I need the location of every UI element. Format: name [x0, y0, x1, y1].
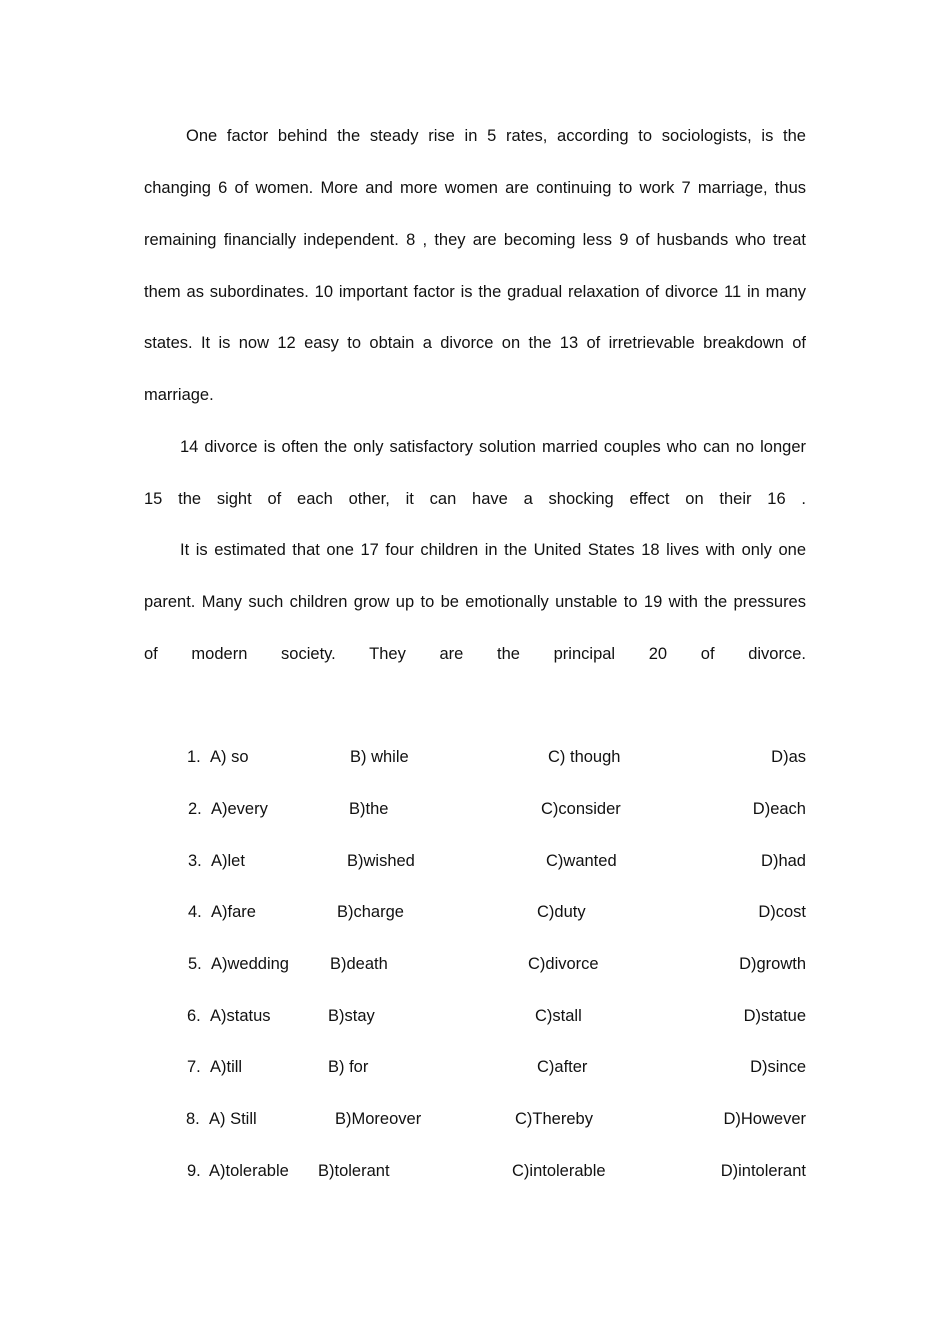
- question-number: 5.: [188, 955, 202, 973]
- option-d[interactable]: D)However: [723, 1110, 806, 1128]
- option-c[interactable]: C)wanted: [546, 852, 617, 870]
- option-a[interactable]: A)tolerable: [209, 1162, 289, 1180]
- passage-line: of modern society. They are the principal 20 of divorce.: [144, 645, 806, 663]
- option-d[interactable]: D)as: [771, 748, 806, 766]
- option-b[interactable]: B) for: [328, 1058, 369, 1076]
- option-d[interactable]: D)intolerant: [720, 1162, 806, 1180]
- question-number: 2.: [188, 800, 202, 818]
- option-a[interactable]: A)till: [210, 1058, 243, 1076]
- option-c[interactable]: C)Thereby: [515, 1110, 593, 1128]
- option-a[interactable]: A)every: [211, 800, 268, 818]
- option-b[interactable]: B)stay: [328, 1007, 375, 1025]
- option-b[interactable]: B) while: [350, 748, 409, 766]
- option-a[interactable]: A)let: [211, 852, 245, 870]
- passage-line: marriage.: [144, 386, 214, 404]
- passage-line: remaining financially independent. 8 , they are becoming less 9 of husbands who treat: [144, 231, 806, 249]
- question-number: 9.: [187, 1162, 201, 1180]
- passage-line: changing 6 of women. More and more women are continuing to work 7 marriage, thus: [144, 179, 806, 197]
- question-number: 7.: [187, 1058, 201, 1076]
- passage-line: 15 the sight of each other, it can have a shocking effect on their 16 .: [144, 490, 806, 508]
- option-c[interactable]: C)intolerable: [512, 1162, 606, 1180]
- option-d[interactable]: D)growth: [739, 955, 806, 973]
- option-d[interactable]: D)cost: [758, 903, 806, 921]
- option-a[interactable]: A)fare: [211, 903, 256, 921]
- option-b[interactable]: B)Moreover: [335, 1110, 422, 1128]
- passage-line: states. It is now 12 easy to obtain a divorce on the 13 of irretrievable breakdown of: [144, 334, 806, 352]
- option-c[interactable]: C)divorce: [528, 955, 599, 973]
- passage-line: them as subordinates. 10 important factor is the gradual relaxation of divorce 11 in many: [144, 283, 806, 301]
- option-c[interactable]: C)duty: [537, 903, 586, 921]
- option-a[interactable]: A)status: [210, 1007, 271, 1025]
- option-d[interactable]: D)statue: [743, 1007, 806, 1025]
- option-d[interactable]: D)each: [752, 800, 806, 818]
- question-number: 3.: [188, 852, 202, 870]
- option-c[interactable]: C)stall: [535, 1007, 582, 1025]
- question-number: 6.: [187, 1007, 201, 1025]
- question-number: 4.: [188, 903, 202, 921]
- option-a[interactable]: A) so: [210, 748, 249, 766]
- option-c[interactable]: C) though: [548, 748, 621, 766]
- option-b[interactable]: B)the: [349, 800, 389, 818]
- option-b[interactable]: B)death: [330, 955, 388, 973]
- option-a[interactable]: A) Still: [209, 1110, 257, 1128]
- passage-line: One factor behind the steady rise in 5 rates, according to sociologists, is the: [186, 127, 806, 145]
- question-number: 1.: [187, 748, 201, 766]
- option-d[interactable]: D)since: [750, 1058, 806, 1076]
- option-d[interactable]: D)had: [761, 852, 806, 870]
- option-c[interactable]: C)after: [537, 1058, 588, 1076]
- option-a[interactable]: A)wedding: [211, 955, 289, 973]
- passage-line: parent. Many such children grow up to be emotionally unstable to 19 with the pressures: [144, 593, 806, 611]
- option-b[interactable]: B)wished: [347, 852, 415, 870]
- option-b[interactable]: B)tolerant: [318, 1162, 390, 1180]
- passage-line: It is estimated that one 17 four children in the United States 18 lives with only one: [180, 541, 806, 559]
- option-b[interactable]: B)charge: [337, 903, 404, 921]
- question-number: 8.: [186, 1110, 200, 1128]
- passage-line: 14 divorce is often the only satisfactory solution married couples who can no longer: [180, 438, 806, 456]
- option-c[interactable]: C)consider: [541, 800, 621, 818]
